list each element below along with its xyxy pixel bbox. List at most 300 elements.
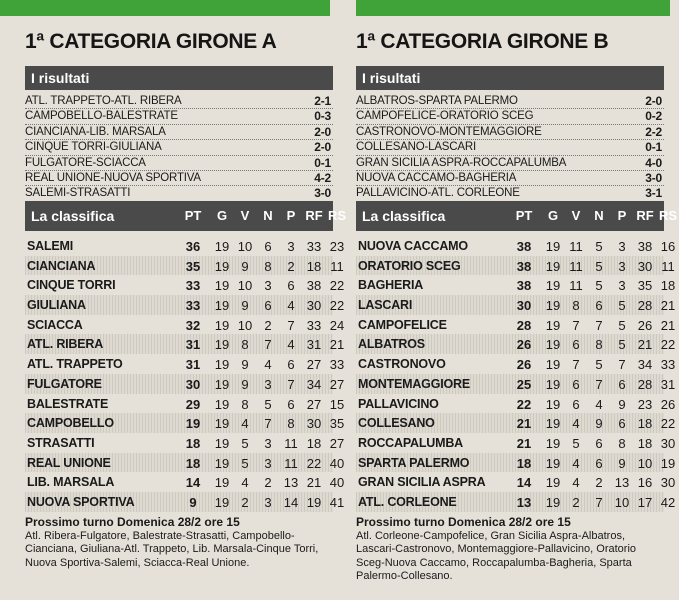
- stat-v: 6: [572, 337, 580, 353]
- stat-pt: 18: [516, 455, 532, 471]
- stat-rs: 21: [329, 337, 345, 353]
- stat-v: 5: [241, 455, 249, 471]
- result-row: [25, 156, 333, 171]
- result-match: PALLAVICINO-ATL. CORLEONE: [356, 187, 520, 200]
- stat-n: 5: [595, 239, 603, 254]
- stat-g: 19: [214, 475, 230, 491]
- stat-rf: 23: [637, 396, 653, 412]
- column-header-rf: RF: [636, 208, 654, 223]
- team-name: COLLESANO: [358, 416, 435, 431]
- stat-g: 19: [545, 376, 561, 392]
- standings-row: [356, 354, 676, 374]
- stat-g: 19: [214, 435, 230, 451]
- stat-v: 4: [572, 475, 580, 491]
- stat-pt: 19: [185, 416, 201, 432]
- stat-p: 7: [287, 376, 295, 392]
- stat-rf: 33: [306, 239, 322, 254]
- stat-v: 5: [572, 435, 580, 451]
- stat-rf: 19: [306, 494, 322, 510]
- standings-row: [25, 315, 345, 335]
- standings-label: La classifica: [31, 208, 115, 224]
- result-row: [25, 186, 333, 201]
- column-header-g: G: [216, 208, 228, 223]
- stat-rf: 31: [306, 337, 322, 353]
- stat-pt: 25: [516, 376, 532, 392]
- stat-n: 4: [595, 396, 603, 412]
- standings-row: [356, 433, 676, 453]
- stat-p: 6: [287, 357, 295, 373]
- next-round: [25, 516, 335, 570]
- stat-g: 19: [214, 494, 230, 510]
- stat-rs: 18: [660, 278, 676, 294]
- stat-rs: 30: [660, 435, 676, 451]
- standings-label: La classifica: [362, 208, 446, 224]
- standings-row: [25, 295, 345, 315]
- result-match: CASTRONOVO-MONTEMAGGIORE: [356, 125, 542, 138]
- stat-p: 2: [287, 258, 295, 274]
- stat-rf: 34: [306, 376, 322, 392]
- result-match: ATL. TRAPPETO-ATL. RIBERA: [25, 95, 182, 107]
- stat-p: 3: [618, 239, 626, 254]
- stat-rs: 27: [329, 435, 345, 451]
- stat-n: 7: [595, 494, 603, 510]
- stat-v: 6: [572, 396, 580, 412]
- stat-v: 7: [572, 317, 580, 333]
- stat-n: 3: [264, 435, 272, 451]
- team-name: MONTEMAGGIORE: [358, 376, 470, 391]
- standings-header: [356, 201, 678, 231]
- result-match: NUOVA CACCAMO-BAGHERIA: [356, 171, 517, 184]
- stat-pt: 18: [185, 435, 201, 451]
- stat-g: 19: [214, 258, 230, 274]
- stat-g: 19: [214, 416, 230, 432]
- stat-p: 4: [287, 337, 295, 353]
- stat-v: 8: [241, 396, 249, 412]
- stat-pt: 13: [516, 494, 532, 510]
- stat-rf: 10: [637, 455, 653, 471]
- result-score: 2-0: [314, 140, 331, 155]
- stat-p: 8: [287, 416, 295, 432]
- team-name: BALESTRATE: [27, 396, 109, 411]
- standings-row: [25, 453, 345, 473]
- results-list: [25, 94, 333, 202]
- stat-pt: 9: [189, 494, 197, 510]
- stat-n: 5: [595, 278, 603, 294]
- team-name: STRASATTI: [27, 435, 95, 450]
- stat-rf: 34: [637, 357, 653, 373]
- team-name: LIB. MARSALA: [27, 475, 115, 490]
- stat-n: 8: [264, 258, 272, 274]
- result-match: SALEMI-STRASATTI: [25, 187, 131, 200]
- stat-rf: 33: [306, 317, 322, 333]
- standings-row: [25, 472, 345, 492]
- result-row: [25, 109, 333, 124]
- stat-v: 9: [241, 376, 249, 392]
- team-name: CINQUE TORRI: [27, 278, 116, 293]
- stat-g: 19: [214, 239, 230, 254]
- stat-rf: 21: [306, 475, 322, 491]
- stat-rs: 22: [329, 278, 345, 294]
- standings-row: [356, 275, 676, 295]
- stat-rs: 22: [329, 298, 345, 314]
- stat-rs: 24: [329, 317, 345, 333]
- team-name: GIULIANA: [27, 298, 86, 313]
- stat-g: 19: [214, 396, 230, 412]
- team-name: GRAN SICILIA ASPRA: [358, 475, 486, 490]
- standings-row: [25, 394, 345, 414]
- standings-table: [25, 236, 345, 512]
- stat-v: 9: [241, 357, 249, 373]
- next-round-fixtures: Atl. Corleone-Campofelice, Gran Sicilia Aspra-Albatros, Lascari-Castronovo, Montemaggiore-Pallavicino, Oratorio Sceg-Nuova Caccamo, Roccapalumba-Bagheria, Sparta Palermo-Collesano.: [356, 529, 637, 583]
- result-score: 4-0: [645, 155, 662, 170]
- team-name: ATL. CORLEONE: [358, 494, 457, 509]
- stat-n: 4: [264, 357, 272, 373]
- result-match: CINQUE TORRI-GIULIANA: [25, 141, 162, 154]
- column-header-rf: RF: [305, 208, 323, 223]
- stat-rs: 22: [660, 337, 676, 353]
- stat-g: 19: [545, 298, 561, 314]
- stat-rs: 21: [660, 298, 676, 314]
- standings-row: [356, 256, 675, 276]
- standings-row: [356, 492, 676, 512]
- stat-v: 4: [241, 416, 249, 432]
- result-score: 2-1: [314, 94, 331, 108]
- result-row: [25, 125, 333, 140]
- stat-rs: 35: [329, 416, 345, 432]
- standings-row: [25, 492, 345, 512]
- standings-row: [25, 374, 345, 394]
- standings-row: [356, 472, 676, 492]
- result-row: [356, 186, 664, 201]
- stat-p: 13: [283, 475, 299, 491]
- stat-n: 6: [595, 298, 603, 314]
- stat-pt: 28: [516, 317, 532, 333]
- stat-v: 11: [569, 278, 583, 294]
- stat-pt: 18: [185, 455, 201, 471]
- stat-v: 8: [572, 298, 580, 314]
- stat-rs: 21: [660, 317, 676, 333]
- stat-p: 3: [618, 278, 626, 294]
- stat-v: 5: [241, 435, 249, 451]
- stat-g: 19: [545, 278, 561, 294]
- team-name: ROCCAPALUMBA: [358, 435, 463, 450]
- stat-pt: 26: [516, 337, 532, 353]
- stat-n: 7: [264, 416, 272, 432]
- team-name: SALEMI: [27, 239, 74, 253]
- stat-n: 2: [264, 317, 272, 333]
- stat-v: 10: [237, 317, 253, 333]
- stat-n: 3: [264, 278, 272, 294]
- column-header-p: P: [617, 208, 627, 223]
- team-name: NUOVA CACCAMO: [358, 239, 468, 253]
- stat-n: 6: [595, 435, 603, 451]
- stat-g: 19: [214, 278, 230, 294]
- stat-pt: 33: [185, 278, 201, 294]
- stat-rf: 16: [637, 475, 653, 491]
- stat-g: 19: [214, 298, 230, 314]
- column-header-rs: RS: [658, 208, 678, 223]
- team-name: CASTRONOVO: [358, 357, 446, 372]
- stat-rf: 18: [637, 435, 653, 451]
- section-title: 1ª CATEGORIA GIRONE A: [25, 30, 277, 53]
- stat-p: 8: [618, 435, 626, 451]
- stat-n: 7: [264, 337, 272, 353]
- stat-rf: 17: [637, 494, 653, 510]
- result-score: 2-0: [645, 94, 662, 108]
- stat-p: 13: [614, 475, 630, 491]
- team-name: LASCARI: [358, 298, 413, 313]
- stat-rs: 23: [329, 239, 345, 254]
- result-row: [356, 156, 664, 171]
- stat-p: 4: [287, 298, 295, 314]
- stat-n: 9: [595, 416, 603, 432]
- stat-pt: 30: [516, 298, 532, 314]
- result-match: FULGATORE-SCIACCA: [25, 156, 146, 169]
- result-row: [25, 94, 333, 109]
- stat-g: 19: [545, 357, 561, 373]
- next-round-fixtures: Atl. Ribera-Fulgatore, Balestrate-Strasatti, Campobello-Cianciana, Giuliana-Atl. Trappeto, Lib. Marsala-Cinque Torri, Nuova Sportiva-Salemi, Sciacca-Real Unione.: [25, 529, 319, 569]
- stat-n: 6: [264, 298, 272, 314]
- stat-v: 6: [572, 376, 580, 392]
- stat-n: 3: [264, 376, 272, 392]
- stat-g: 19: [545, 239, 561, 254]
- result-match: CAMPOBELLO-BALESTRATE: [25, 110, 178, 123]
- standings-row: [25, 236, 345, 256]
- team-name: SCIACCA: [27, 317, 83, 332]
- stat-g: 19: [545, 494, 561, 510]
- standings-row: [25, 433, 345, 453]
- stat-rf: 28: [637, 298, 653, 314]
- team-name: PALLAVICINO: [358, 396, 439, 411]
- stat-rf: 22: [306, 455, 322, 471]
- standings-row: [25, 413, 345, 433]
- stat-g: 19: [545, 317, 561, 333]
- stat-rs: 41: [329, 494, 345, 510]
- stat-v: 11: [569, 239, 583, 254]
- standings-row: [25, 256, 344, 276]
- stat-p: 5: [618, 298, 626, 314]
- stat-g: 19: [545, 258, 561, 274]
- team-name: ALBATROS: [358, 337, 425, 352]
- next-round: [356, 516, 666, 584]
- stat-n: 8: [595, 337, 603, 353]
- stat-pt: 29: [185, 396, 201, 412]
- stat-rs: 40: [329, 455, 345, 471]
- stat-v: 11: [569, 258, 583, 274]
- standings-row: [356, 413, 676, 433]
- stat-v: 7: [572, 357, 580, 373]
- stat-rf: 18: [306, 258, 322, 274]
- stat-v: 4: [572, 416, 580, 432]
- stat-pt: 33: [185, 298, 201, 314]
- result-match: ALBATROS-SPARTA PALERMO: [356, 95, 518, 107]
- stat-g: 19: [545, 475, 561, 491]
- standings-row: [356, 315, 676, 335]
- stat-pt: 38: [516, 258, 532, 274]
- standings-row: [25, 334, 345, 354]
- section-title: 1ª CATEGORIA GIRONE B: [356, 30, 609, 53]
- team-name: CAMPOBELLO: [27, 416, 114, 431]
- stat-pt: 31: [185, 357, 201, 373]
- stat-p: 7: [287, 317, 295, 333]
- standings-row: [356, 453, 676, 473]
- standings-row: [356, 236, 676, 256]
- stat-v: 2: [572, 494, 580, 510]
- stat-v: 4: [572, 455, 580, 471]
- stat-v: 4: [241, 475, 249, 491]
- result-score: 3-0: [645, 170, 662, 185]
- stat-g: 19: [214, 376, 230, 392]
- stat-rf: 38: [637, 239, 653, 254]
- stat-p: 6: [287, 396, 295, 412]
- standings-row: [25, 275, 345, 295]
- results-list: [356, 94, 664, 202]
- result-score: 0-2: [645, 109, 662, 124]
- standings-row: [25, 354, 345, 374]
- team-name: ATL. RIBERA: [27, 337, 104, 352]
- stat-g: 19: [545, 416, 561, 432]
- stat-p: 11: [284, 455, 298, 471]
- stat-rf: 30: [306, 298, 322, 314]
- stat-p: 6: [618, 376, 626, 392]
- team-name: NUOVA SPORTIVA: [27, 494, 135, 509]
- stat-n: 5: [595, 357, 603, 373]
- result-match: COLLESANO-LASCARI: [356, 141, 476, 154]
- stat-rs: 15: [329, 396, 345, 412]
- stat-g: 19: [545, 435, 561, 451]
- stat-p: 9: [618, 396, 626, 412]
- stat-n: 6: [595, 455, 603, 471]
- standings-row: [356, 394, 676, 414]
- stat-p: 7: [618, 357, 626, 373]
- stat-rf: 28: [637, 376, 653, 392]
- stat-pt: 14: [185, 475, 201, 491]
- green-top-bar-a: [0, 0, 330, 16]
- column-header-p: P: [286, 208, 296, 223]
- stat-p: 14: [283, 494, 299, 510]
- stat-pt: 31: [185, 337, 201, 353]
- result-row: [356, 94, 664, 109]
- stat-rf: 27: [306, 396, 322, 412]
- stat-p: 3: [618, 258, 626, 274]
- stat-g: 19: [214, 455, 230, 471]
- result-score: 2-2: [645, 124, 662, 139]
- stat-rf: 18: [306, 435, 322, 451]
- stat-n: 2: [595, 475, 603, 491]
- stat-rs: 42: [660, 494, 676, 510]
- result-row: [25, 171, 333, 186]
- result-match: GRAN SICILIA ASPRA-ROCCAPALUMBA: [356, 156, 567, 169]
- stat-g: 19: [214, 337, 230, 353]
- column-header-pt: PT: [184, 208, 202, 223]
- result-score: 2-0: [314, 124, 331, 139]
- team-name: CAMPOFELICE: [358, 317, 447, 332]
- stat-p: 5: [618, 317, 626, 333]
- stat-p: 11: [284, 435, 298, 451]
- column-header-n: N: [263, 208, 273, 223]
- stat-n: 7: [595, 317, 603, 333]
- team-name: BAGHERIA: [358, 278, 424, 293]
- stat-pt: 38: [516, 278, 532, 294]
- result-score: 0-3: [314, 109, 331, 124]
- stat-rs: 33: [660, 357, 676, 373]
- stat-rs: 33: [329, 357, 345, 373]
- stat-rf: 26: [637, 317, 653, 333]
- stat-n: 5: [595, 258, 603, 274]
- stat-pt: 30: [185, 376, 201, 392]
- stat-n: 6: [264, 239, 272, 254]
- stat-pt: 38: [516, 239, 532, 254]
- stat-pt: 22: [516, 396, 532, 412]
- stat-p: 9: [618, 455, 626, 471]
- stat-pt: 14: [516, 475, 532, 491]
- stat-n: 7: [595, 376, 603, 392]
- standings-header: [25, 201, 347, 231]
- stat-rs: 31: [660, 376, 676, 392]
- stat-rf: 35: [637, 278, 653, 294]
- result-row: [356, 125, 664, 140]
- standings-table: [356, 236, 676, 512]
- team-name: CIANCIANA: [27, 258, 96, 273]
- team-name: REAL UNIONE: [27, 455, 111, 470]
- column-header-v: V: [571, 208, 581, 223]
- stat-rf: 18: [637, 416, 653, 432]
- green-top-bar-b: [356, 0, 670, 16]
- stat-v: 2: [241, 494, 249, 510]
- stat-rf: 30: [637, 258, 653, 274]
- stat-rs: 26: [660, 396, 676, 412]
- stat-rs: 16: [660, 239, 676, 254]
- stat-n: 2: [264, 475, 272, 491]
- standings-row: [356, 295, 676, 315]
- stat-p: 6: [618, 416, 626, 432]
- stat-rs: 11: [661, 258, 675, 274]
- stat-pt: 21: [516, 416, 532, 432]
- stat-g: 19: [214, 357, 230, 373]
- stat-rs: 30: [660, 475, 676, 491]
- result-score: 4-2: [314, 170, 331, 185]
- results-header: I risultati: [356, 66, 664, 90]
- result-match: REAL UNIONE-NUOVA SPORTIVA: [25, 171, 201, 184]
- team-name: SPARTA PALERMO: [358, 455, 470, 470]
- standings-row: [356, 334, 676, 354]
- stat-rf: 38: [306, 278, 322, 294]
- stat-rf: 30: [306, 416, 322, 432]
- column-header-rs: RS: [327, 208, 347, 223]
- column-header-g: G: [547, 208, 559, 223]
- stat-rf: 21: [637, 337, 653, 353]
- stat-rs: 22: [660, 416, 676, 432]
- stat-g: 19: [545, 455, 561, 471]
- result-row: [356, 109, 664, 124]
- column-header-v: V: [240, 208, 250, 223]
- result-row: [356, 140, 664, 155]
- stat-p: 3: [287, 239, 295, 254]
- result-score: 0-1: [314, 155, 331, 170]
- stat-v: 10: [237, 278, 253, 294]
- stat-n: 3: [264, 494, 272, 510]
- team-name: ATL. TRAPPETO: [27, 357, 123, 372]
- stat-rs: 40: [329, 475, 345, 491]
- result-score: 3-1: [645, 186, 662, 201]
- stat-rf: 27: [306, 357, 322, 373]
- result-match: CAMPOFELICE-ORATORIO SCEG: [356, 110, 534, 123]
- stat-rs: 11: [330, 258, 344, 274]
- stat-n: 5: [264, 396, 272, 412]
- stat-g: 19: [545, 337, 561, 353]
- next-round-title: Prossimo turno Domenica 28/2 ore 15: [25, 515, 240, 529]
- stat-v: 10: [237, 239, 253, 254]
